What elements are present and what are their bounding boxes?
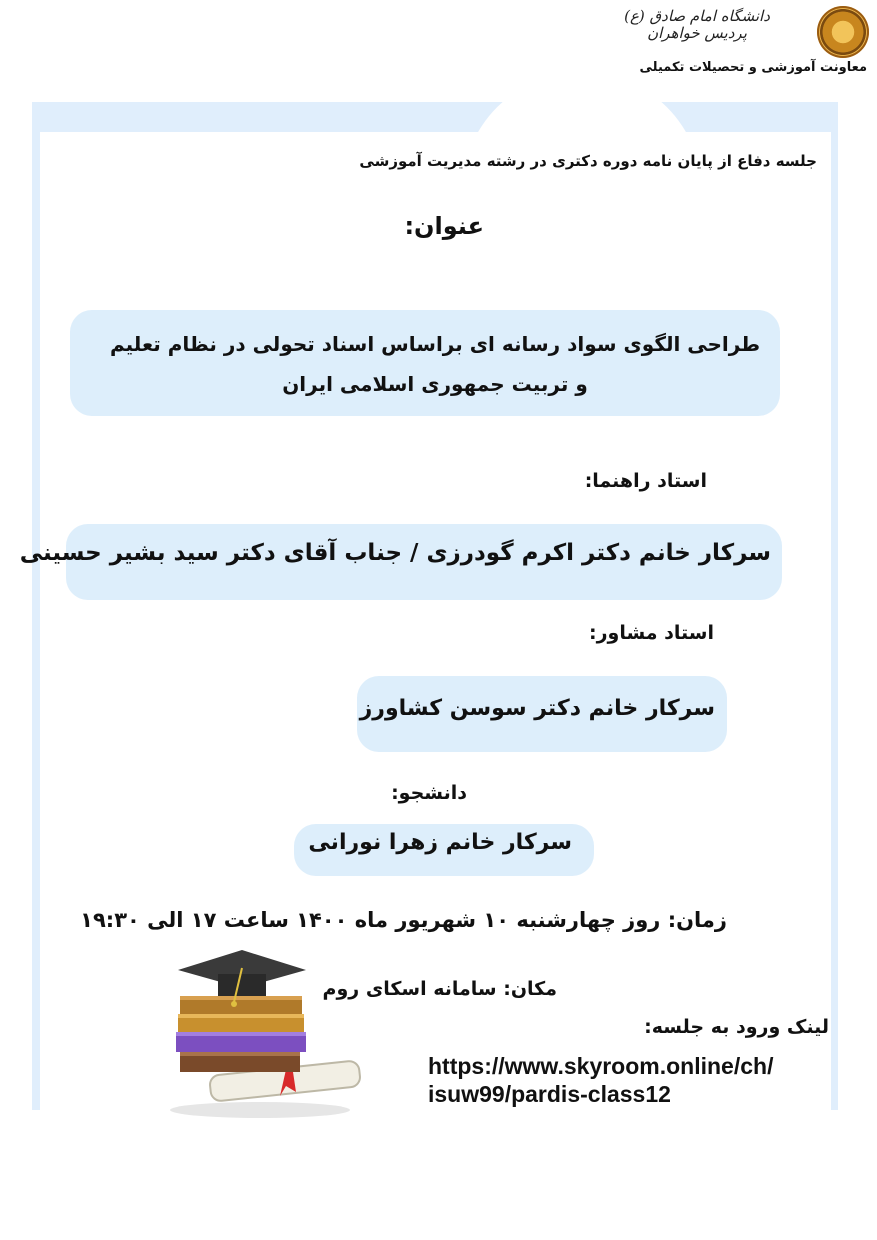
university-name: دانشگاه امام صادق (ع) پردیس خواهران (624, 7, 770, 42)
advisor-label: استاد مشاور: (588, 622, 714, 644)
session-title: جلسه دفاع از پایان نامه دوره دکتری در رشته مدیریت آموزشی (359, 152, 817, 170)
department-name: معاونت آموزشی و تحصیلات تکمیلی (639, 60, 867, 75)
graduation-books-icon (150, 940, 370, 1120)
university-logo (817, 6, 869, 58)
session-link-line1[interactable]: https://www.skyroom.online/ch/ (428, 1053, 774, 1079)
supervisor-value: سرکار خانم دکتر اکرم گودرزی / جناب آقای دکتر سید بشیر حسینی (19, 540, 771, 566)
student-value: سرکار خانم زهرا نورانی (308, 830, 572, 855)
advisor-value: سرکار خانم دکتر سوسن کشاورز (359, 696, 715, 721)
supervisor-label: استاد راهنما: (584, 470, 707, 492)
link-label: لینک ورود به جلسه: (644, 1016, 829, 1038)
session-link[interactable] (428, 1052, 773, 1108)
student-label: دانشجو: (391, 782, 467, 804)
decorative-circle-top (462, 72, 702, 312)
subject-label: عنوان: (404, 212, 484, 240)
session-place: مکان: سامانه اسکای روم (322, 978, 557, 1000)
session-link-line2[interactable]: isuw99/pardis-class12 (428, 1081, 671, 1107)
session-time: زمان: روز چهارشنبه ۱۰ شهریور ماه ۱۴۰۰ ساعت ۱۷ الی ۱۹:۳۰ (80, 908, 727, 932)
subject-value: طراحی الگوی سواد رسانه ای براساس اسناد تحولی در نظام تعلیم و تربیت جمهوری اسلامی ایران (109, 332, 761, 396)
